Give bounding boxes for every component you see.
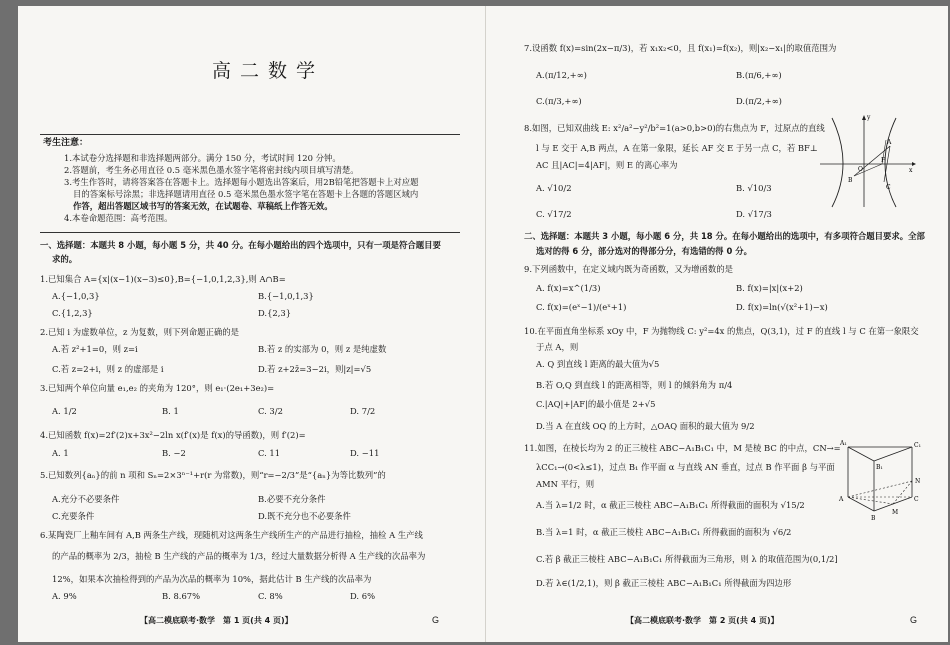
q1-option-d: D.{2,3}	[258, 308, 292, 318]
q5-option-d: D.既不充分也不必要条件	[258, 511, 351, 521]
q8-line-1: 8.如图，已知双曲线 E: x²/a²−y²/b²=1(a>0,b>0)的右焦点为 F，过原点的直线	[524, 123, 825, 133]
q2-option-b: B.若 z 的实部为 0，则 z 是纯虚数	[258, 344, 387, 354]
q6-line-2: 的产品的概率为 2/3，抽检 B 生产线的产品的概率为 1/3，经过大量数据分析得 A 生产线的次品率为	[52, 551, 426, 561]
fig11-label-b1: B₁	[876, 464, 883, 471]
q6-option-d: D. 6%	[350, 591, 376, 601]
notice-item-3b: 目的答案标号涂黑；非选择题请用直径 0.5 毫米黑色墨水签字笔在答题卡上各题的答题区域内	[73, 189, 419, 199]
q3-option-c: C. 3/2	[258, 406, 283, 416]
q11-line-1: 11.如图，在棱长均为 2 的正三棱柱 ABC−A₁B₁C₁ 中，M 是棱 BC 的中点，CN→=	[524, 443, 841, 453]
q4-option-c: C. 11	[258, 448, 281, 458]
q4-option-a: A. 1	[52, 448, 69, 458]
q3-option-a: A. 1/2	[52, 406, 77, 416]
fig8-label-o: O	[858, 166, 863, 173]
q10-option-c: C.|AQ|+|AF|的最小值是 2+√5	[536, 399, 656, 409]
q11-line-3: AMN 平行，则	[536, 479, 595, 489]
q7-option-c: C.(π/3,+∞)	[536, 96, 582, 106]
fig8-label-a: A	[887, 139, 892, 146]
fig11-label-b: B	[871, 515, 876, 522]
page-1	[40, 6, 460, 642]
fig8-label-f: F	[881, 157, 886, 164]
notice-item-4: 4.本卷命题范围：高考范围。	[64, 213, 173, 223]
q9-option-a: A. f(x)=x^(1/3)	[536, 283, 601, 293]
exam-title: 高二数学	[212, 60, 325, 82]
q2-option-d: D.若 z+2z̄=3−2i，则|z|=√5	[258, 364, 372, 374]
q11-option-b: B.当 λ=1 时，α 截正三棱柱 ABC−A₁B₁C₁ 所得截面的面积为 √6/2	[536, 527, 792, 537]
notice-heading: 考生注意：	[43, 138, 89, 148]
q11-option-c: C.若 β 截正三棱柱 ABC−A₁B₁C₁ 所得截面为三角形，则 λ 的取值范围为(0,1/2]	[536, 554, 838, 564]
q8-option-d: D. √17/3	[736, 209, 772, 219]
fig8-label-c: C	[886, 184, 891, 191]
q7-option-d: D.(π/2,+∞)	[736, 96, 782, 106]
section-2-heading-cont: 选对的得 6 分，部分选对的得部分分，有选错的得 0 分。	[536, 246, 752, 256]
q7-stem: 7.设函数 f(x)=sin(2x−π/3)，若 x₁x₂<0，且 f(x₁)=f(x₂)，则|x₂−x₁|的取值范围为	[524, 43, 837, 53]
q10-line-1: 10.在平面直角坐标系 xOy 中，F 为抛物线 C: y²=4x 的焦点，Q(3,1)，过 F 的直线 l 与 C 在第一象限交	[524, 326, 919, 336]
q3-option-b: B. 1	[162, 406, 179, 416]
fig8-label-b: B	[848, 177, 853, 184]
q1-option-b: B.{−1,0,1,3}	[258, 291, 314, 301]
q7-option-a: A.(π/12,+∞)	[536, 70, 587, 80]
q3-stem: 3.已知两个单位向量 e₁,e₂ 的夹角为 120°，则 e₁·(2e₁+3e₂)=	[40, 383, 275, 393]
q8-option-c: C. √17/2	[536, 209, 572, 219]
hyperbola-figure	[818, 114, 916, 209]
page-2-footer: 【高二模底联考·数学 第 2 页(共 4 页)】	[626, 616, 779, 625]
section-1-heading: 一、选择题：本题共 8 小题，每小题 5 分，共 40 分。在每小题给出的四个选项中，只有一项是符合题目要	[40, 240, 441, 250]
q9-option-c: C. f(x)=(eˣ−1)/(eˣ+1)	[536, 302, 627, 312]
q3-option-d: D. 7/2	[350, 406, 376, 416]
q10-line-2: 于点 A，则	[536, 342, 579, 352]
q10-option-a: A. Q 到直线 l 距离的最大值为√5	[536, 359, 660, 369]
section-1-heading-cont: 求的。	[52, 254, 78, 264]
q10-option-d: D.当 A 在直线 OQ 的上方时，△OAQ 面积的最大值为 9/2	[536, 421, 755, 431]
q4-option-b: B. −2	[162, 448, 186, 458]
q6-option-a: A. 9%	[52, 591, 77, 601]
q8-option-a: A. √10/2	[536, 183, 572, 193]
q8-line-2: l 与 E 交于 A,B 两点，A 在第一象限，延长 AF 交 E 于另一点 C，若 BF⊥	[536, 143, 818, 153]
q8-line-3: AC 且|AC|=4|AF|，则 E 的离心率为	[536, 160, 678, 170]
fig11-label-a1: A₁	[840, 440, 847, 447]
prism-figure	[836, 439, 924, 524]
page-1-footer: 【高二模底联考·数学 第 1 页(共 4 页)】	[140, 616, 293, 625]
q1-stem: 1.已知集合 A={x|(x−1)(x−3)≤0},B={−1,0,1,2,3},则 A∩B=	[40, 274, 286, 284]
fig8-label-y: y	[867, 114, 871, 121]
q2-option-c: C.若 z=2+i，则 z 的虚部是 i	[52, 364, 164, 374]
q2-stem: 2.已知 i 为虚数单位，z 为复数，则下列命题正确的是	[40, 327, 239, 337]
q6-option-c: C. 8%	[258, 591, 283, 601]
q2-option-a: A.若 z²+1=0，则 z=i	[52, 344, 138, 354]
fig11-label-m: M	[892, 509, 899, 516]
q5-stem: 5.已知数列{aₙ}的前 n 项和 Sₙ=2×3ⁿ⁻¹+r(r 为常数)，则“r=−2/3”是“{aₙ}为等比数列”的	[40, 470, 386, 480]
page-fold	[485, 6, 486, 642]
notice-item-1: 1.本试卷分选择题和非选择题两部分。满分 150 分，考试时间 120 分钟。	[64, 153, 341, 163]
q6-line-3: 12%，如果本次抽检得到的产品为次品的概率为 10%，据此估计 B 生产线的次品率为	[52, 574, 372, 584]
q4-option-d: D. −11	[350, 448, 380, 458]
page-2-code: G	[910, 615, 918, 625]
page-1-code: G	[432, 615, 440, 625]
q11-line-2: λCC₁→(0<λ≤1)，过点 B₁ 作平面 α 与直线 AN 垂直，过点 B 作平面 β 与平面	[536, 462, 835, 472]
q9-option-d: D. f(x)=ln(√(x²+1)−x)	[736, 302, 828, 312]
q6-line-1: 6.某陶瓷厂上釉车间有 A,B 两条生产线，现随机对这两条生产线所生产的产品进行抽检，抽检 A 生产线	[40, 530, 423, 540]
exam-sheet	[18, 6, 948, 642]
q11-option-d: D.若 λ∈(1/2,1)，则 β 截正三棱柱 ABC−A₁B₁C₁ 所得截面为四边形	[536, 578, 792, 588]
q11-option-a: A.当 λ=1/2 时，α 截正三棱柱 ABC−A₁B₁C₁ 所得截面的面积为 √15/2	[536, 500, 805, 510]
fig11-label-c1: C₁	[914, 442, 921, 449]
q8-option-b: B. √10/3	[736, 183, 772, 193]
q7-option-b: B.(π/6,+∞)	[736, 70, 782, 80]
page-2	[518, 6, 938, 642]
q5-option-c: C.充要条件	[52, 511, 95, 521]
fig11-label-a: A	[839, 496, 844, 503]
q5-option-b: B.必要不充分条件	[258, 494, 326, 504]
q6-option-b: B. 8.67%	[162, 591, 201, 601]
fig11-label-c: C	[914, 496, 919, 503]
q5-option-a: A.充分不必要条件	[52, 494, 120, 504]
notice-item-2: 2.答题前，考生务必用直径 0.5 毫米黑色墨水签字笔将密封线内项目填写清楚。	[64, 165, 359, 175]
q9-stem: 9.下列函数中，在定义域内既为奇函数，又为增函数的是	[524, 264, 733, 274]
fig8-label-x: x	[909, 167, 913, 174]
q1-option-c: C.{1,2,3}	[52, 308, 93, 318]
section-2-heading: 二、选择题：本题共 3 小题，每小题 6 分，共 18 分。在每小题给出的选项中，有多项符合题目要求。全部	[524, 231, 925, 241]
q9-option-b: B. f(x)=|x|(x+2)	[736, 283, 803, 293]
q10-option-b: B.若 O,Q 到直线 l 的距离相等，则 l 的倾斜角为 π/4	[536, 380, 733, 390]
q4-stem: 4.已知函数 f(x)=2f′(2)x+3x²−2ln x(f′(x)是 f(x)的导函数)，则 f′(2)=	[40, 430, 306, 440]
notice-item-3: 3.考生作答时，请将答案答在答题卡上。选择题每小题选出答案后，用2B铅笔把答题卡上对应题	[64, 177, 419, 187]
q1-option-a: A.{−1,0,3}	[52, 291, 100, 301]
fig11-label-n: N	[915, 478, 921, 485]
notice-item-3c: 作答，超出答题区域书写的答案无效，在试题卷、草稿纸上作答无效。	[73, 201, 333, 211]
